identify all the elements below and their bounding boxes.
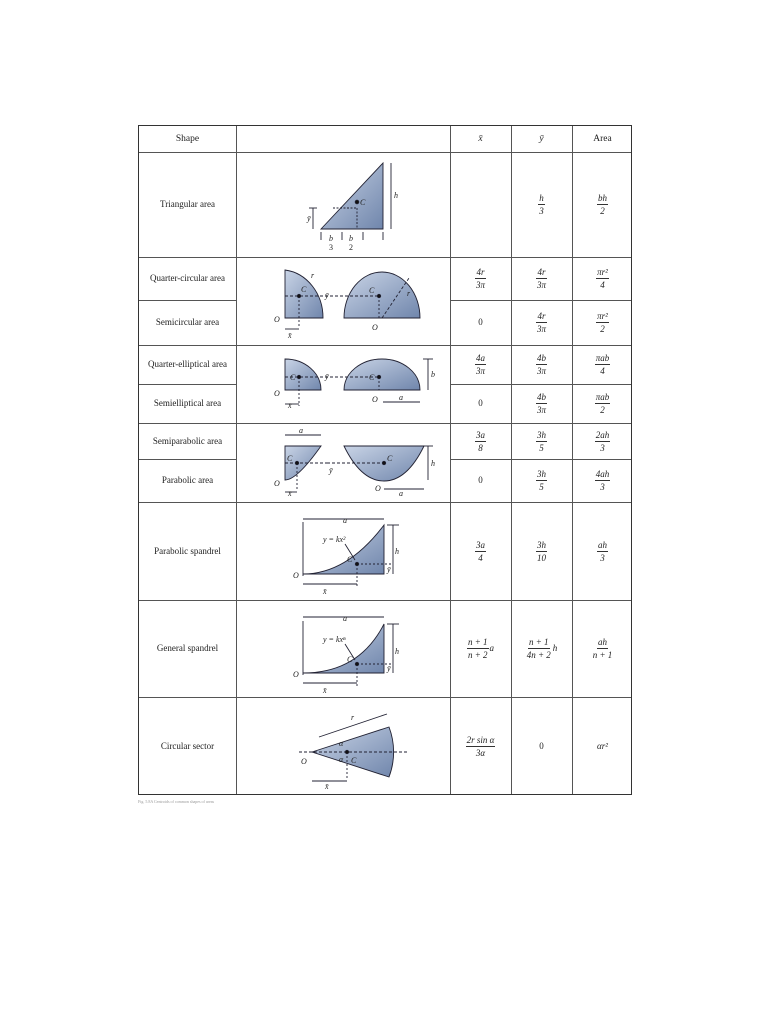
centroid-label: C [369, 286, 375, 295]
area-value: $\frac{\text{πr²}}{4}$ [597, 267, 608, 290]
xbar-value: 0 [478, 317, 483, 327]
circle-figures [285, 270, 420, 329]
general-spandrel-figure [303, 617, 399, 686]
figure-caption: Fig. 5.8A Centroids of common shapes of areas [138, 799, 215, 804]
b-label: b [349, 234, 353, 243]
origin-label: O [274, 479, 280, 488]
ybar-value: $\frac{4r}{3\pi}$ [536, 267, 546, 290]
header-shape: Shape [175, 133, 200, 144]
ybar-value: 0 [539, 741, 544, 751]
row-name: Semiparabolic area [152, 435, 223, 446]
xbar-label: x̄ [288, 401, 292, 410]
radius-label: r [407, 289, 411, 298]
ybar-label: ȳ [325, 291, 329, 300]
xbar-label: x̄ [288, 331, 292, 340]
angle-label: α [339, 755, 344, 764]
xbar-value: $\frac{4r}{3\pi}$ [475, 267, 485, 290]
parabola-figures [285, 435, 433, 492]
centroid-label: C [347, 655, 353, 664]
ybar-value: $\frac{4b}{3\pi}$ [536, 392, 546, 415]
ybar-label: ȳ [307, 214, 311, 223]
header-xbar: x̄ [478, 133, 483, 144]
b-label: b [329, 234, 333, 243]
centroid-label: C [287, 454, 293, 463]
b-label: b [431, 370, 435, 379]
two-label: 2 [349, 243, 353, 252]
xbar-label: x̄ [323, 587, 327, 596]
area-value: $\frac{4ah}{3}$ [595, 469, 610, 492]
area-value: $\frac{\text{πab}}{2}$ [595, 392, 610, 415]
row-name: Circular sector [160, 741, 215, 751]
parabolic-spandrel-figure [303, 519, 399, 586]
a-label: a [399, 489, 403, 498]
ybar-value: $\frac{3h}{10}$ [537, 539, 546, 563]
row-name: Parabolic spandrel [154, 545, 221, 556]
ybar-label: ȳ [325, 372, 329, 381]
xbar-value: $\frac{3a}{4}$ [476, 539, 485, 563]
three-label: 3 [329, 243, 333, 252]
header-ybar: ȳ [539, 133, 544, 144]
row-name: Semicircular area [155, 317, 220, 327]
centroid-label: C [347, 555, 353, 564]
origin-label: O [372, 395, 378, 404]
circular-sector-figure [299, 714, 407, 781]
row-name: Quarter-elliptical area [147, 359, 228, 369]
xbar-label: x̄ [323, 686, 327, 695]
a-label: a [343, 614, 347, 623]
a-label: a [299, 426, 303, 435]
area-value: $\frac{bh}{2}$ [598, 193, 607, 216]
origin-label: O [293, 670, 299, 679]
centroid-label: C [360, 198, 366, 207]
shape-figures [237, 126, 449, 794]
angle-label: α [339, 739, 344, 748]
radius-label: r [351, 713, 355, 722]
area-value: $\frac{ah}{3}$ [598, 539, 607, 563]
height-label: h [395, 647, 399, 656]
area-value: αr² [597, 741, 608, 751]
header-area: Area [593, 133, 612, 144]
area-value: $\frac{\text{πab}}{4}$ [595, 353, 610, 376]
origin-label: O [301, 757, 307, 766]
row-name: Parabolic area [161, 475, 214, 485]
centroid-label: C [369, 373, 375, 382]
area-value: $\frac{ah}{n + 1}$ [592, 637, 613, 660]
xbar-label: x̄ [325, 782, 329, 791]
ybar-label: ȳ [329, 466, 333, 475]
ybar-value: $\frac{3h}{5}$ [537, 469, 546, 492]
xbar-label: x̄ [288, 489, 292, 498]
centroid-label: C [387, 454, 393, 463]
triangle-figure [309, 163, 391, 240]
row-name: Semielliptical area [153, 398, 222, 408]
row-name: General spandrel [156, 643, 219, 653]
xbar-value: 0 [478, 398, 483, 408]
origin-label: O [375, 484, 381, 493]
a-label: a [399, 393, 403, 402]
a-label: a [343, 516, 347, 525]
xbar-value [450, 152, 511, 257]
height-label: h [431, 459, 435, 468]
equation-label: y = kxⁿ [323, 635, 346, 644]
origin-label: O [274, 389, 280, 398]
ybar-value: $\frac{4b}{3\pi}$ [536, 353, 546, 376]
xbar-value: $\frac{4a}{3\pi}$ [475, 353, 485, 376]
ybar-label: ȳ [387, 565, 391, 574]
area-value: $\frac{2ah}{3}$ [595, 429, 610, 453]
ellipse-figures [285, 359, 433, 406]
height-label: h [394, 191, 398, 200]
centroid-label: C [301, 285, 307, 294]
xbar-value: $\frac{\text{2r sin α}}{3\alpha}$ [466, 735, 495, 758]
ybar-label: ȳ [387, 664, 391, 673]
ybar-value: $\frac{3h}{5}$ [537, 429, 546, 453]
ybar-value: $\frac{n + 1}{4n + 2}$ h [526, 637, 558, 660]
ybar-value: $\frac{h}{3}$ [539, 193, 544, 216]
radius-label: r [311, 271, 315, 280]
ybar-value: $\frac{4r}{3\pi}$ [536, 311, 546, 334]
centroid-table [138, 125, 632, 795]
origin-label: O [293, 571, 299, 580]
xbar-value: $\frac{n + 1}{n + 2}$ a [467, 637, 495, 660]
origin-label: O [274, 315, 280, 324]
centroid-label: C [290, 373, 296, 382]
xbar-value: $\frac{3a}{8}$ [476, 429, 485, 453]
centroid-label: C [351, 756, 357, 765]
row-name: Quarter-circular area [149, 273, 225, 283]
height-label: h [395, 547, 399, 556]
origin-label: O [372, 323, 378, 332]
xbar-value: 0 [478, 475, 483, 485]
equation-label: y = kx² [323, 535, 346, 544]
row-name: Triangular area [160, 199, 215, 209]
area-value: $\frac{\text{πr²}}{2}$ [597, 311, 608, 334]
